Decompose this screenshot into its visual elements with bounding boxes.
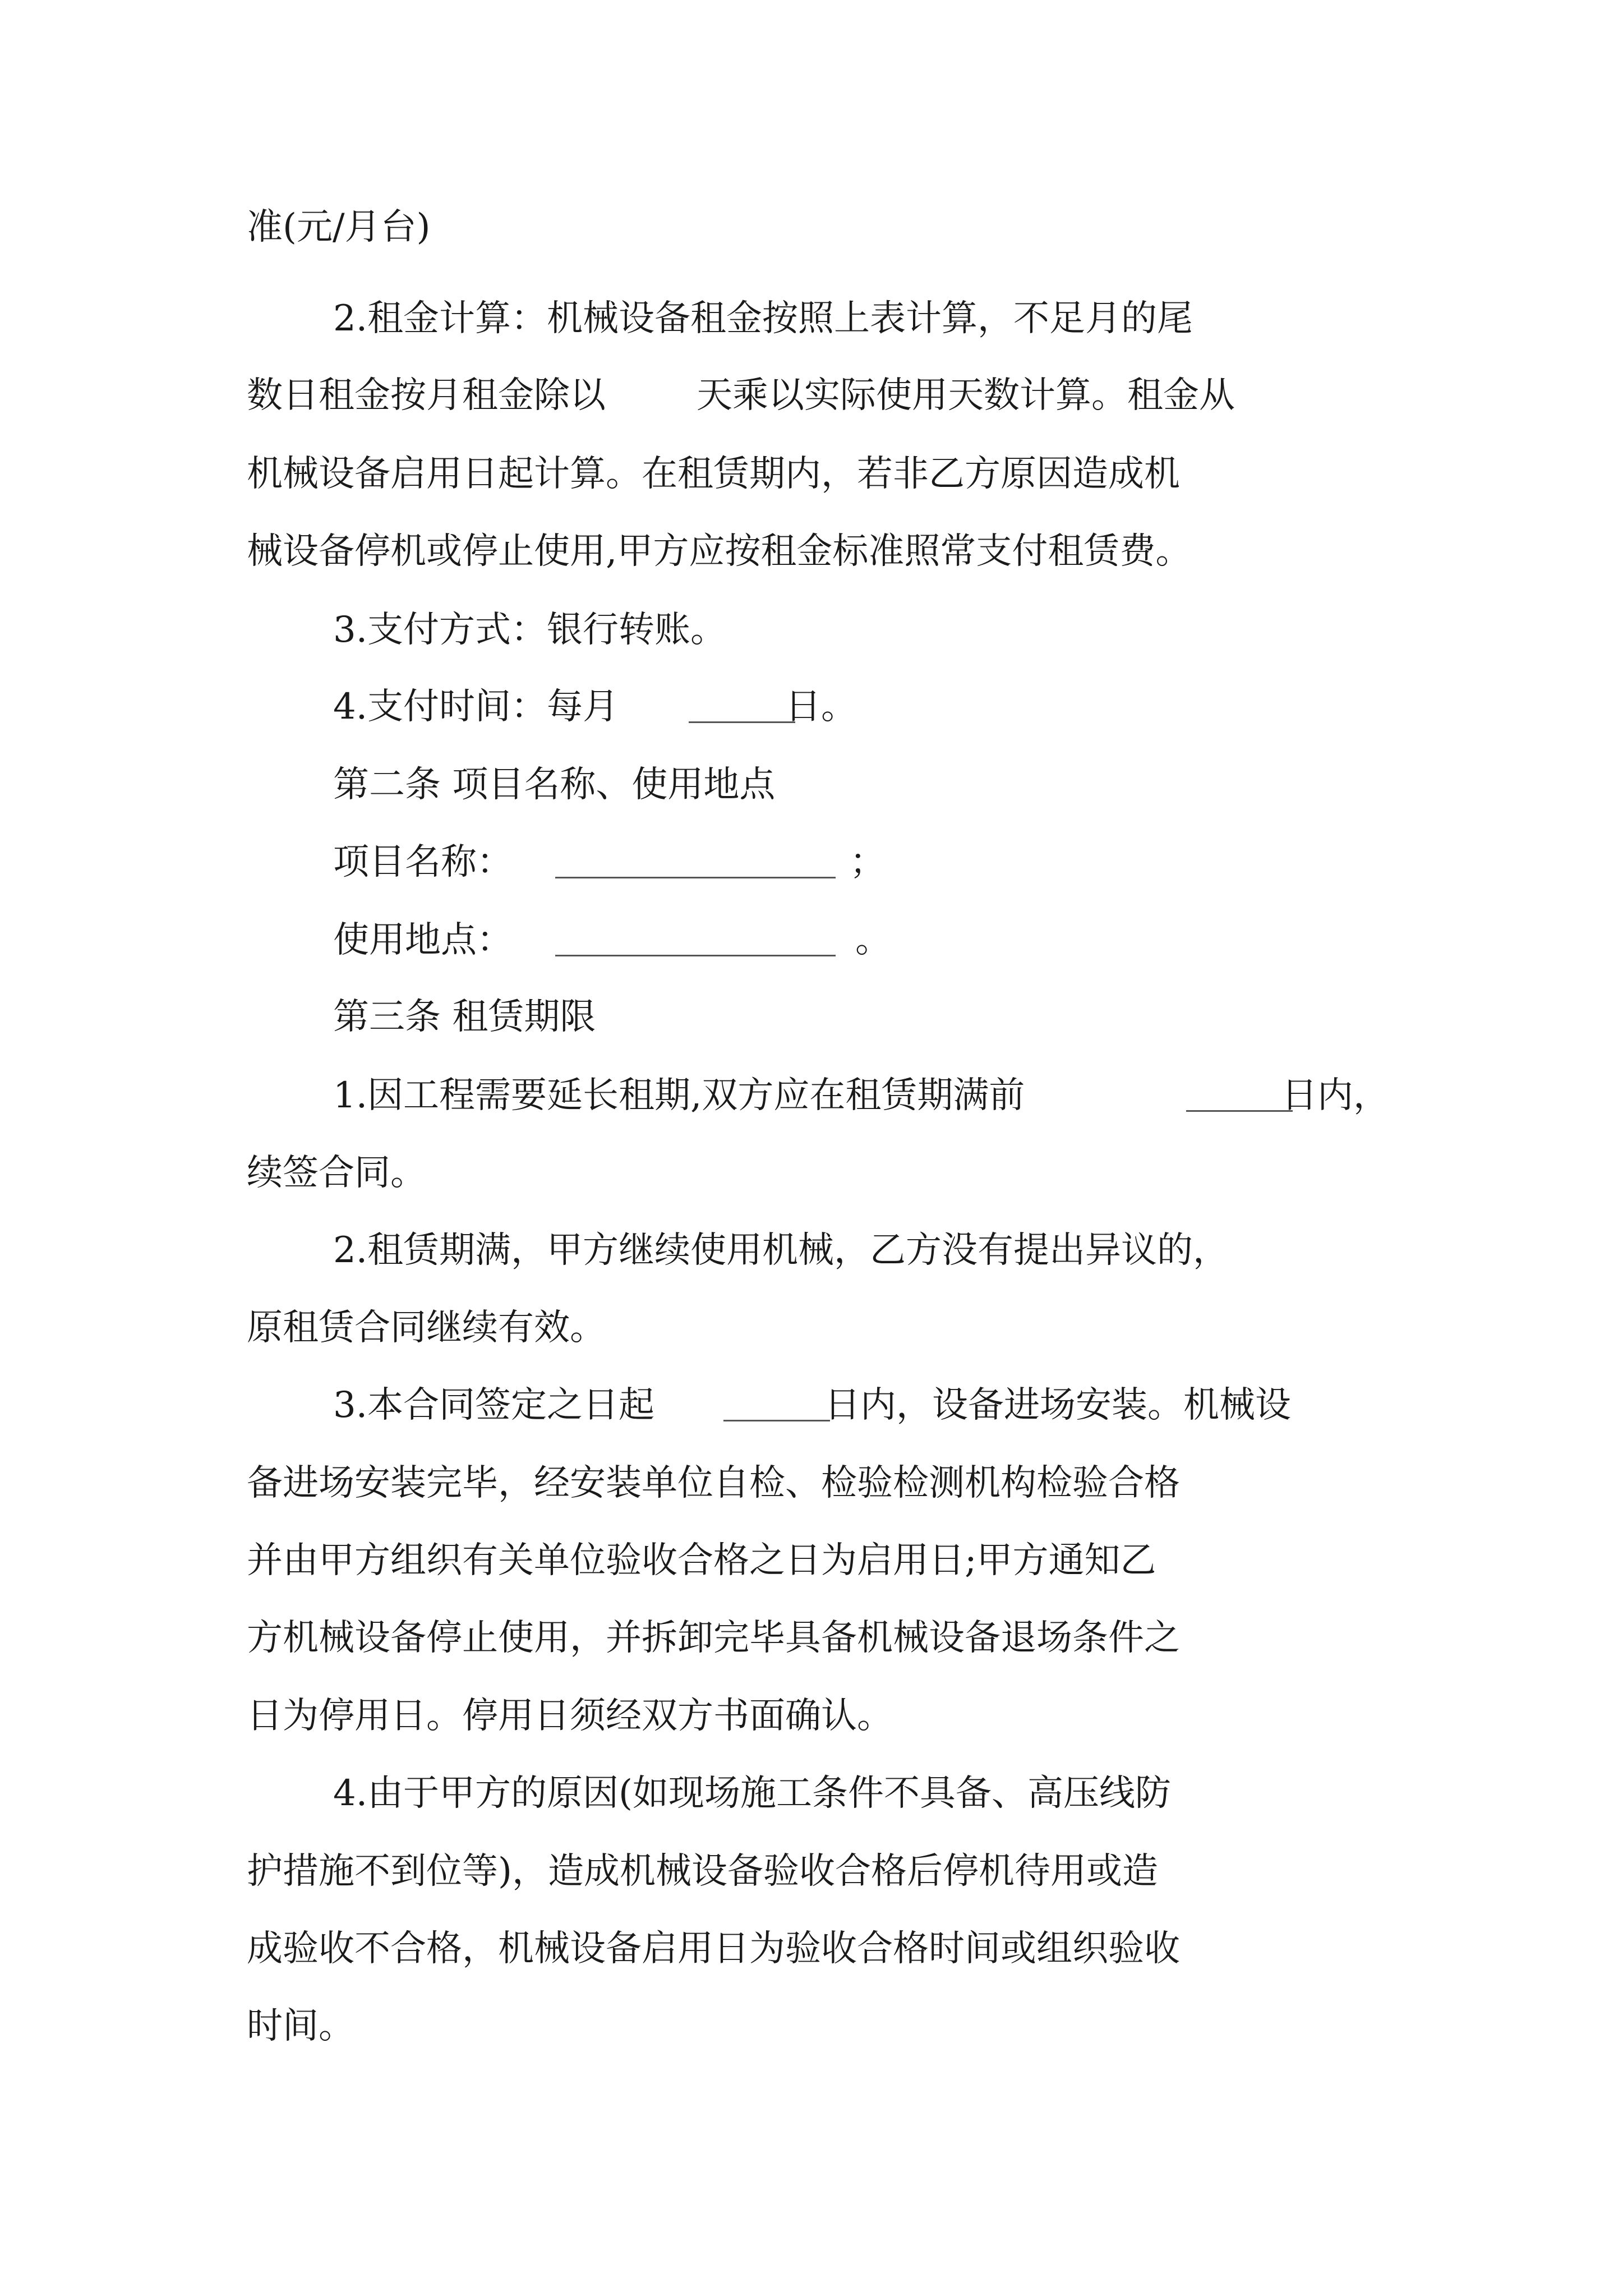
text-line bbox=[0, 452, 1623, 496]
text-line bbox=[0, 608, 1623, 652]
line-text: 项目名称： bbox=[333, 841, 513, 883]
line-text: 并由甲方组织有关单位验收合格之日为启用日;甲方通知乙 bbox=[247, 1540, 1156, 1581]
text-line bbox=[0, 1383, 1623, 1428]
blank-field[interactable] bbox=[689, 688, 795, 723]
line-text: 天乘以实际使用天数计算。租金从 bbox=[697, 375, 1235, 416]
text-line bbox=[0, 205, 1623, 250]
text-line bbox=[0, 1228, 1623, 1273]
project-name-field[interactable] bbox=[555, 843, 836, 878]
text-line bbox=[0, 373, 1623, 418]
text-line bbox=[0, 1461, 1623, 1506]
text-line bbox=[0, 1538, 1623, 1583]
text-line bbox=[0, 1771, 1623, 1816]
text-line bbox=[0, 918, 1623, 963]
section-heading: 第二条 项目名称、使用地点 bbox=[333, 764, 776, 806]
line-text: 械设备停机或停止使用,甲方应按租金标准照常支付租赁费。 bbox=[247, 531, 1192, 572]
text-line bbox=[0, 2004, 1623, 2049]
line-text: 时间。 bbox=[247, 2005, 354, 2047]
line-text: 续签合同。 bbox=[247, 1152, 426, 1194]
text-line bbox=[0, 1694, 1623, 1738]
line-text: 4.由于甲方的原因(如现场施工条件不具备、高压线防 bbox=[333, 1773, 1172, 1814]
blank-field[interactable] bbox=[723, 1386, 830, 1421]
line-text: 2.租金计算：机械设备租金按照上表计算，不足月的尾 bbox=[333, 298, 1193, 339]
line-text: 日。 bbox=[785, 686, 857, 728]
line-text: 备进场安装完毕，经安装单位自检、检验检测机构检验合格 bbox=[247, 1462, 1180, 1504]
line-text: ； bbox=[850, 841, 886, 883]
line-text: 护措施不到位等)，造成机械设备验收合格后停机待用或造 bbox=[247, 1851, 1158, 1892]
line-text: 准(元/月台) bbox=[247, 206, 431, 248]
text-line bbox=[0, 1073, 1623, 1118]
line-text: 数日租金按月租金除以 bbox=[247, 375, 606, 416]
line-text: 2.租赁期满，甲方继续使用机械，乙方没有提出异议的， bbox=[333, 1230, 1229, 1271]
usage-location-field[interactable] bbox=[555, 921, 836, 956]
line-text: 方机械设备停止使用，并拆卸完毕具备机械设备退场条件之 bbox=[247, 1617, 1180, 1659]
line-text: 成验收不合格，机械设备启用日为验收合格时间或组织验收 bbox=[247, 1928, 1180, 1970]
section-heading: 第三条 租赁期限 bbox=[333, 996, 596, 1038]
text-line bbox=[0, 684, 1623, 729]
line-text: 机械设备启用日起计算。在租赁期内，若非乙方原因造成机 bbox=[247, 453, 1180, 495]
text-line bbox=[0, 1151, 1623, 1195]
line-text: 原租赁合同继续有效。 bbox=[247, 1307, 606, 1349]
line-text: 日内， bbox=[1281, 1075, 1389, 1116]
text-line bbox=[0, 762, 1623, 807]
text-line bbox=[0, 840, 1623, 885]
line-text: 使用地点： bbox=[333, 919, 513, 961]
line-text: 3.支付方式：银行转账。 bbox=[333, 609, 727, 651]
line-text: 1.因工程需要延长租期,双方应在租赁期满前 bbox=[333, 1075, 1025, 1116]
text-line bbox=[0, 1849, 1623, 1894]
text-line bbox=[0, 296, 1623, 341]
line-text: 。 bbox=[855, 919, 891, 961]
line-text: 3.本合同签定之日起 bbox=[333, 1384, 655, 1426]
text-line bbox=[0, 995, 1623, 1039]
text-line bbox=[0, 1926, 1623, 1971]
text-line bbox=[0, 1305, 1623, 1350]
text-line bbox=[0, 1616, 1623, 1660]
blank-field[interactable] bbox=[1186, 1076, 1293, 1112]
text-line bbox=[0, 529, 1623, 574]
line-text: 4.支付时间：每月 bbox=[333, 686, 619, 728]
line-text: 日内，设备进场安装。机械设 bbox=[824, 1384, 1291, 1426]
line-text: 日为停用日。停用日须经双方书面确认。 bbox=[247, 1695, 893, 1737]
